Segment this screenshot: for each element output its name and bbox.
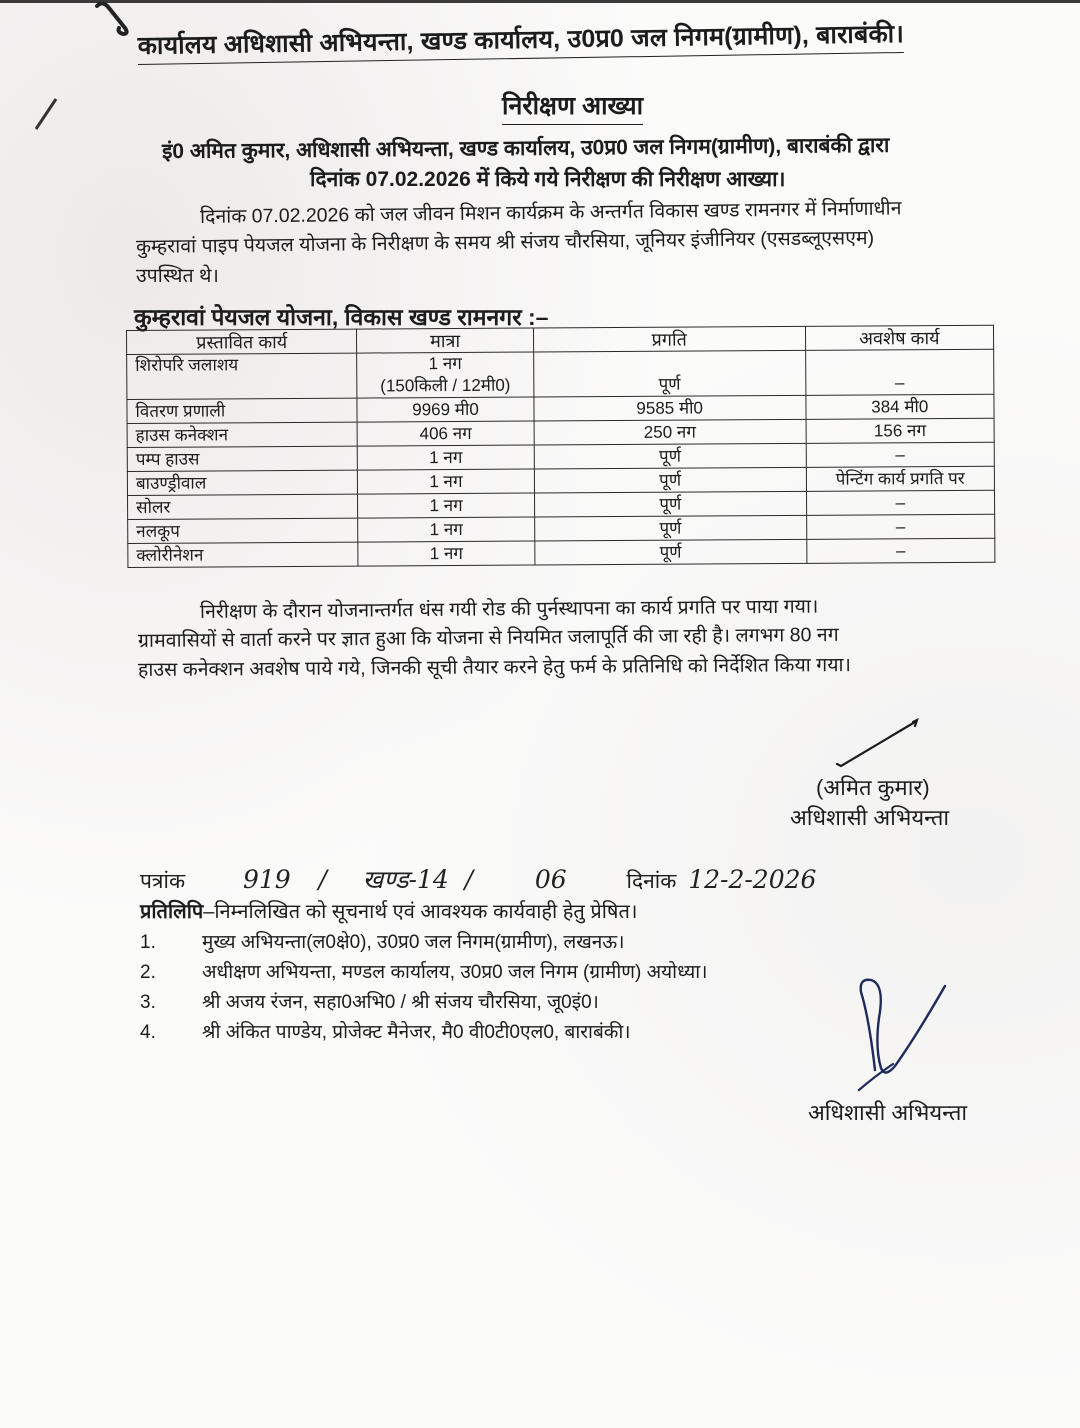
reference-separator: / bbox=[464, 865, 474, 894]
cell-quantity bbox=[357, 352, 534, 398]
cell-remaining: – bbox=[806, 442, 995, 467]
cell-progress: पूर्ण bbox=[534, 443, 806, 469]
cell-work: पम्प हाउस bbox=[127, 446, 357, 471]
list-item bbox=[140, 958, 707, 988]
punch-mark-icon bbox=[32, 95, 62, 135]
header-quantity: मात्रा bbox=[357, 328, 534, 353]
signatory-name: (अमित कुमार) bbox=[816, 775, 930, 800]
cell-quantity: 9969 मी0 bbox=[357, 397, 534, 422]
cell-remaining: 156 नग bbox=[806, 418, 995, 443]
list-item-number: 3. bbox=[140, 992, 156, 1013]
intro-paragraph-line-2: कुम्हरावां पाइप पेयजल योजना के निरीक्षण के समय श्री संजय चौरसिया, जूनियर इंजीनियर (एसडब्लूएसएम) bbox=[135, 226, 875, 258]
cell-remaining: – bbox=[806, 538, 995, 563]
cell-quantity: 1 नग bbox=[358, 469, 535, 494]
cell-work: बाउण्ड्रीवाल bbox=[127, 470, 357, 495]
copy-to-text: –निम्नलिखित को सूचनार्थ एवं आवश्यक कार्यवाही हेतु प्रेषित। bbox=[203, 901, 638, 923]
list-item bbox=[140, 928, 707, 958]
cell-quantity: 1 नग bbox=[358, 493, 535, 518]
cell-remaining: – bbox=[806, 490, 995, 515]
list-item-text: श्री अंकित पाण्डेय, प्रोजेक्ट मैनेजर, मै0 वी0टी0एल0, बाराबंकी। bbox=[202, 1022, 631, 1043]
cell-quantity: 1 नग bbox=[357, 445, 534, 470]
quantity-value: 1 नग bbox=[428, 353, 462, 374]
signatory-designation: अधिशासी अभियन्ता bbox=[790, 805, 950, 830]
reference-label: पत्रांक bbox=[140, 870, 186, 893]
reference-serial: 06 bbox=[534, 865, 567, 894]
cell-progress: पूर्ण bbox=[534, 515, 806, 541]
staple-mark-icon bbox=[95, 2, 140, 42]
copy-to-intro bbox=[140, 897, 637, 924]
list-item bbox=[140, 1018, 707, 1048]
reference-section: खण्ड-14 bbox=[362, 865, 449, 894]
table-title: कुम्हरावां पेयजल योजना, विकास खण्ड रामनगर :– bbox=[134, 304, 549, 330]
list-item-text: श्री अजय रंजन, सहा0अभि0 / श्री संजय चौरसिया, जू0इं0। bbox=[202, 992, 599, 1013]
header-proposed-work: प्रस्तावित कार्य bbox=[127, 329, 357, 354]
cell-work: क्लोरीनेशन bbox=[128, 542, 358, 567]
cell-progress: पूर्ण bbox=[533, 350, 805, 397]
list-item-text: अधीक्षण अभियन्ता, मण्डल कार्यालय, उ0प्र0 जल निगम (ग्रामीण) अयोध्या। bbox=[202, 962, 708, 983]
table-row bbox=[128, 538, 995, 567]
report-title: निरीक्षण आख्या bbox=[502, 88, 643, 125]
cell-progress: 250 नग bbox=[534, 419, 806, 445]
date-label: दिनांक bbox=[626, 870, 677, 893]
quantity-note: (150किली / 12मी0) bbox=[380, 375, 511, 396]
office-header: कार्यालय अधिशासी अभियन्ता, खण्ड कार्यालय, उ0प्र0 जल निगम(ग्रामीण), बाराबंकी। bbox=[137, 16, 904, 65]
header-progress: प्रगति bbox=[533, 326, 805, 352]
table-row bbox=[127, 349, 994, 399]
copy-to-list bbox=[140, 928, 707, 1048]
list-item-text: मुख्य अभियन्ता(ल0क्षे0), उ0प्र0 जल निगम(ग्रामीण), लखनऊ। bbox=[202, 932, 625, 953]
observation-line-3: हाउस कनेक्शन अवशेष पाये गये, जिनकी सूची तैयार करने हेतु फर्म के प्रतिनिधि को निर्देशित किया गया। bbox=[137, 654, 852, 681]
subheading-line-1: इं0 अमित कुमार, अधिशासी अभियन्ता, खण्ड कार्यालय, उ0प्र0 जल निगम(ग्रामीण), बाराबंकी द्वारा bbox=[161, 133, 890, 164]
reference-number: 919 bbox=[242, 865, 291, 894]
cell-work: वितरण प्रणाली bbox=[127, 398, 357, 423]
observation-line-2: ग्रामवासियों से वार्ता करने पर ज्ञात हुआ कि योजना से नियमित जलापूर्ति की जा रही है। लगभग 80 नग bbox=[137, 623, 839, 652]
works-progress-table bbox=[126, 325, 995, 568]
list-item-number: 4. bbox=[140, 1022, 156, 1043]
cell-work: सोलर bbox=[128, 494, 358, 519]
reference-line bbox=[140, 862, 816, 896]
dispatch-date: 12-2-2026 bbox=[688, 865, 817, 894]
handwritten-signature-icon bbox=[855, 978, 955, 1098]
list-item-number: 2. bbox=[140, 962, 156, 983]
cell-progress: पूर्ण bbox=[534, 491, 806, 517]
subheading-line-2: दिनांक 07.02.2026 में किये गये निरीक्षण की निरीक्षण आख्या। bbox=[310, 168, 786, 191]
cell-quantity: 1 नग bbox=[358, 517, 535, 542]
signature-stroke-icon bbox=[835, 718, 925, 768]
cell-quantity: 406 नग bbox=[357, 421, 534, 446]
cell-work: शिरोपरि जलाशय bbox=[127, 353, 358, 399]
copy-to-label: प्रतिलिपि bbox=[140, 901, 204, 923]
cell-remaining: – bbox=[806, 514, 995, 539]
intro-paragraph-line-3: उपस्थित थे। bbox=[136, 265, 219, 287]
intro-paragraph-line-1: दिनांक 07.02.2026 को जल जीवन मिशन कार्यक्रम के अन्तर्गत विकास खण्ड रामनगर में निर्माणाधीन bbox=[199, 197, 902, 228]
reference-separator: / bbox=[318, 865, 327, 894]
cell-progress: पूर्ण bbox=[534, 467, 806, 493]
cell-progress: पूर्ण bbox=[535, 539, 807, 565]
final-signatory-designation: अधिशासी अभियन्ता bbox=[808, 1100, 968, 1125]
cell-remaining: पेन्टिंग कार्य प्रगति पर bbox=[806, 466, 995, 491]
cell-work: हाउस कनेक्शन bbox=[127, 422, 357, 447]
cell-remaining: – bbox=[805, 349, 994, 395]
cell-remaining: 384 मी0 bbox=[806, 394, 995, 419]
cell-work: नलकूप bbox=[128, 518, 358, 543]
list-item bbox=[140, 988, 707, 1018]
list-item-number: 1. bbox=[140, 932, 156, 953]
cell-quantity: 1 नग bbox=[358, 541, 535, 566]
observation-line-1: निरीक्षण के दौरान योजनान्तर्गत धंस गयी रोड की पुर्नस्थापना का कार्य प्रगति पर पाया गया। bbox=[199, 595, 819, 623]
cell-progress: 9585 मी0 bbox=[534, 395, 806, 421]
top-edge-bar bbox=[0, 0, 1080, 3]
header-remaining-work: अवशेष कार्य bbox=[805, 325, 994, 350]
